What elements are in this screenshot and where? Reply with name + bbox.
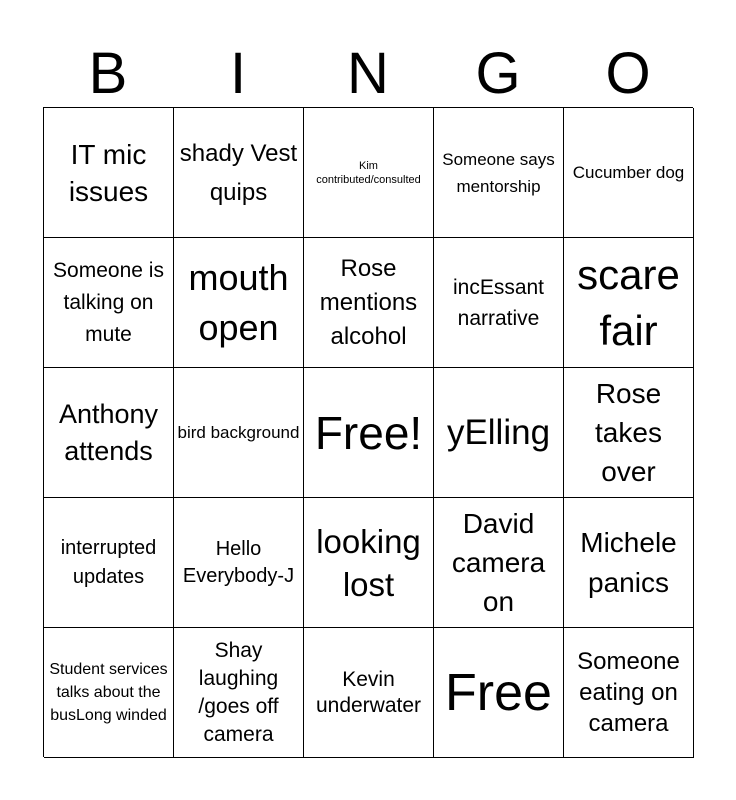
bingo-cell[interactable] [304, 368, 434, 498]
bingo-cell[interactable] [44, 108, 174, 238]
cell-text: Cucumber dog [572, 162, 685, 182]
bingo-cell[interactable] [564, 628, 694, 758]
bingo-cell[interactable] [174, 628, 304, 758]
header-letter-b: B [88, 41, 128, 106]
bingo-cell[interactable] [174, 498, 304, 628]
bingo-cell[interactable] [304, 628, 434, 758]
bingo-cell[interactable] [434, 628, 564, 758]
bingo-cell[interactable] [434, 108, 564, 238]
header-letter-i: I [229, 41, 247, 106]
bingo-cell[interactable] [44, 628, 174, 758]
free-space-text: Free [445, 663, 552, 722]
cell-text: IT mic issues [68, 138, 149, 207]
cell-text: shady Vest quips [179, 139, 298, 206]
bingo-cell[interactable] [564, 108, 694, 238]
bingo-cell[interactable] [174, 368, 304, 498]
cell-text: Kevin underwater [315, 667, 422, 717]
cell-text: scare fair [577, 250, 680, 354]
cell-text: Hello Everybody-J [182, 537, 295, 587]
cell-text: looking lost [316, 522, 421, 603]
bingo-cell[interactable] [174, 108, 304, 238]
bingo-cell[interactable] [564, 238, 694, 368]
cell-text: Michele panics [580, 526, 677, 598]
cell-text: Kim contributed/consulted [316, 159, 421, 186]
bingo-cell[interactable] [434, 238, 564, 368]
cell-text: David camera on [451, 508, 546, 617]
bingo-cell[interactable] [304, 238, 434, 368]
bingo-cell[interactable] [564, 368, 694, 498]
header-letter-n: N [347, 41, 389, 106]
bingo-cell[interactable] [174, 238, 304, 368]
cell-text: mouth open [188, 256, 289, 348]
cell-text: Student services talks about the busLong winded [49, 661, 168, 724]
cell-text: Anthony attends [58, 398, 159, 466]
header-letter-g: G [475, 41, 521, 106]
cell-text: bird background [177, 422, 300, 442]
cell-text: Rose mentions alcohol [319, 254, 418, 350]
bingo-board [43, 107, 693, 757]
bingo-cell[interactable] [304, 108, 434, 238]
bingo-cell[interactable] [44, 368, 174, 498]
cell-text: Shay laughing /goes off camera [198, 638, 279, 746]
bingo-cell[interactable] [434, 498, 564, 628]
bingo-header [43, 40, 693, 108]
cell-text: Someone eating on camera [577, 648, 680, 737]
cell-text: Someone is talking on mute [53, 258, 164, 346]
bingo-cell[interactable] [304, 498, 434, 628]
free-space-text: Free! [314, 406, 423, 459]
cell-text: yElling [446, 412, 551, 452]
bingo-cell[interactable] [44, 238, 174, 368]
bingo-cell[interactable] [564, 498, 694, 628]
cell-text: incEssant narrative [452, 275, 545, 330]
cell-text: Someone says mentorship [442, 149, 555, 196]
cell-text: Rose takes over [595, 378, 662, 487]
header-letter-o: O [605, 41, 651, 106]
cell-text: interrupted updates [60, 536, 157, 588]
bingo-cell[interactable] [434, 368, 564, 498]
bingo-cell[interactable] [44, 498, 174, 628]
